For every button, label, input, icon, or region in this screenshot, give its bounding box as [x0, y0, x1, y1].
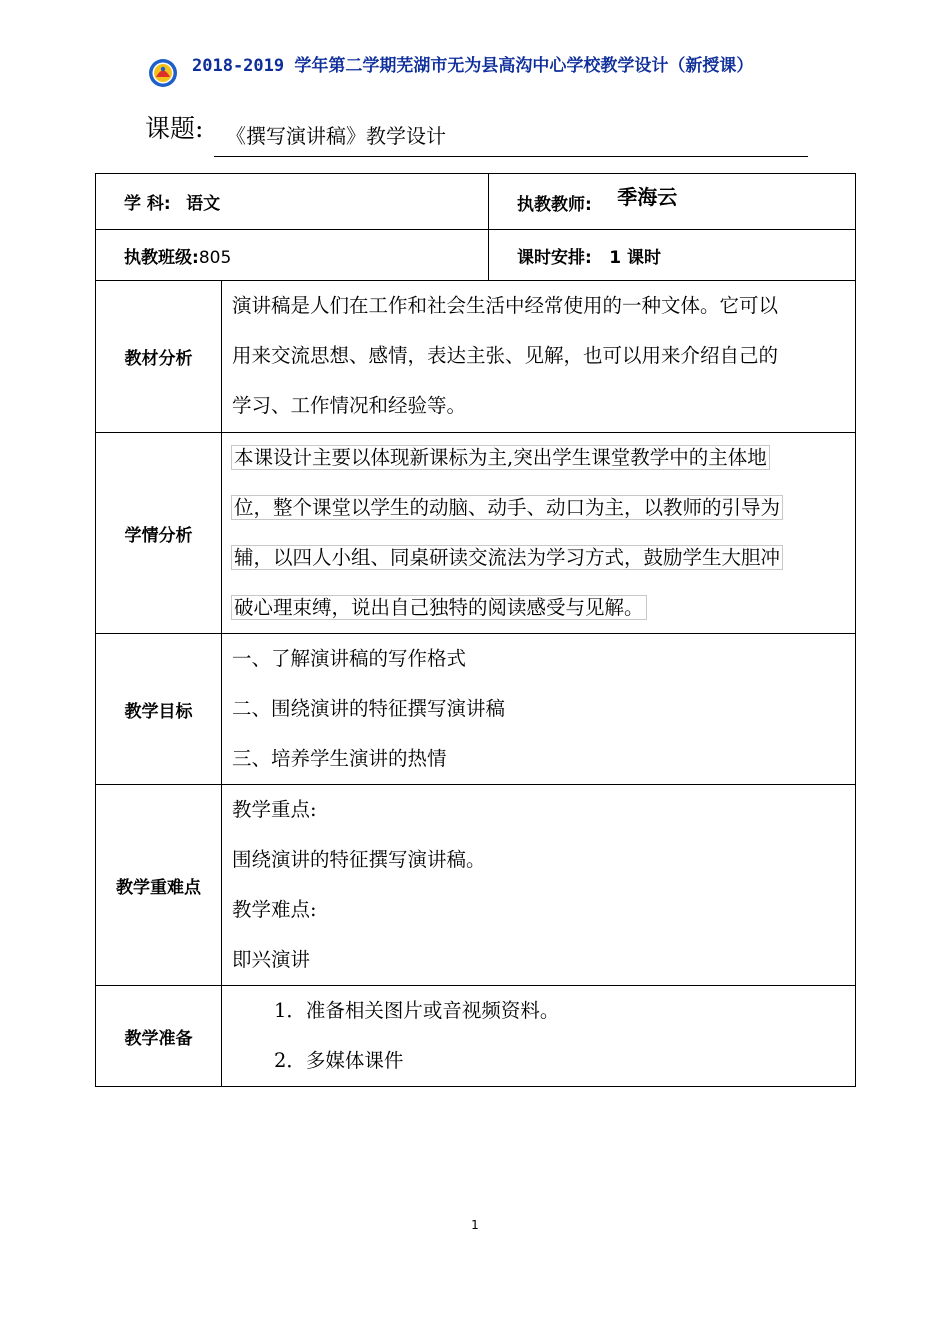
section-prep: [96, 986, 856, 1087]
students-line: 辅，以四人小组、同桌研读交流法为学习方式，鼓励学生大胆冲: [234, 546, 781, 569]
hours-cell: [489, 230, 856, 281]
prep-item: 2．多媒体课件: [274, 1049, 404, 1072]
goals-content: [222, 634, 856, 785]
keypoints-label: 教学重难点: [96, 785, 222, 986]
class-label: 执教班级:: [124, 247, 199, 268]
section-material: [96, 281, 856, 433]
info-row-class: [96, 230, 856, 281]
section-students: [96, 433, 856, 634]
keypoints-content: [222, 785, 856, 986]
teacher-cell: [489, 174, 856, 230]
class-cell: [96, 230, 489, 281]
lesson-plan-table: [95, 173, 856, 1087]
goals-label: 教学目标: [96, 634, 222, 785]
page-number: 1: [471, 1218, 479, 1232]
material-line: 演讲稿是人们在工作和社会生活中经常使用的一种文体。它可以: [232, 294, 779, 317]
material-line: 学习、工作情况和经验等。: [232, 394, 467, 417]
subject-cell: [96, 174, 489, 230]
keypoint-line: 教学重点:: [232, 798, 317, 821]
students-content: [222, 433, 856, 634]
keypoint-line: 即兴演讲: [232, 948, 311, 971]
topic-underline: [214, 156, 808, 157]
page-header: [148, 52, 868, 86]
material-label: 教材分析: [96, 281, 222, 433]
subject-value: 语文: [186, 194, 221, 214]
students-line: 本课设计主要以体现新课标为主,突出学生课堂教学中的主体地: [234, 446, 767, 469]
goal-item: 一、了解演讲稿的写作格式: [232, 647, 467, 670]
header-title: 2018-2019 学年第二学期芜湖市无为县高沟中心学校教学设计（新授课）: [192, 56, 754, 76]
info-row-subject: [96, 174, 856, 230]
hours-label: 课时安排:: [517, 247, 592, 268]
students-label: 学情分析: [96, 433, 222, 634]
keypoint-line: 围绕演讲的特征撰写演讲稿。: [232, 848, 486, 871]
students-line: 位，整个课堂以学生的动脑、动手、动口为主，以教师的引导为: [234, 496, 781, 519]
prep-item: 1．准备相关图片或音视频资料。: [274, 999, 560, 1022]
subject-label: 学 科:: [124, 194, 171, 214]
prep-label: 教学准备: [96, 986, 222, 1087]
prep-content: [222, 986, 856, 1087]
goal-item: 二、围绕演讲的特征撰写演讲稿: [232, 697, 506, 720]
material-content: [222, 281, 856, 433]
keypoint-line: 教学难点:: [232, 898, 317, 921]
teacher-label: 执教教师:: [517, 195, 592, 215]
hours-value: 1 课时: [609, 247, 661, 268]
section-goals: [96, 634, 856, 785]
goal-item: 三、培养学生演讲的热情: [232, 747, 447, 770]
school-logo-icon: [148, 58, 178, 88]
topic-title: 《撰写演讲稿》教学设计: [226, 124, 446, 148]
material-line: 用来交流思想、感情，表达主张、见解，也可以用来介绍自己的: [232, 344, 779, 367]
section-keypoints: [96, 785, 856, 986]
students-line: 破心理束缚，说出自己独特的阅读感受与见解。: [234, 596, 644, 619]
teacher-name: 季海云: [617, 185, 678, 209]
class-value: 805: [198, 247, 232, 268]
topic-label: 课题:: [145, 114, 204, 143]
